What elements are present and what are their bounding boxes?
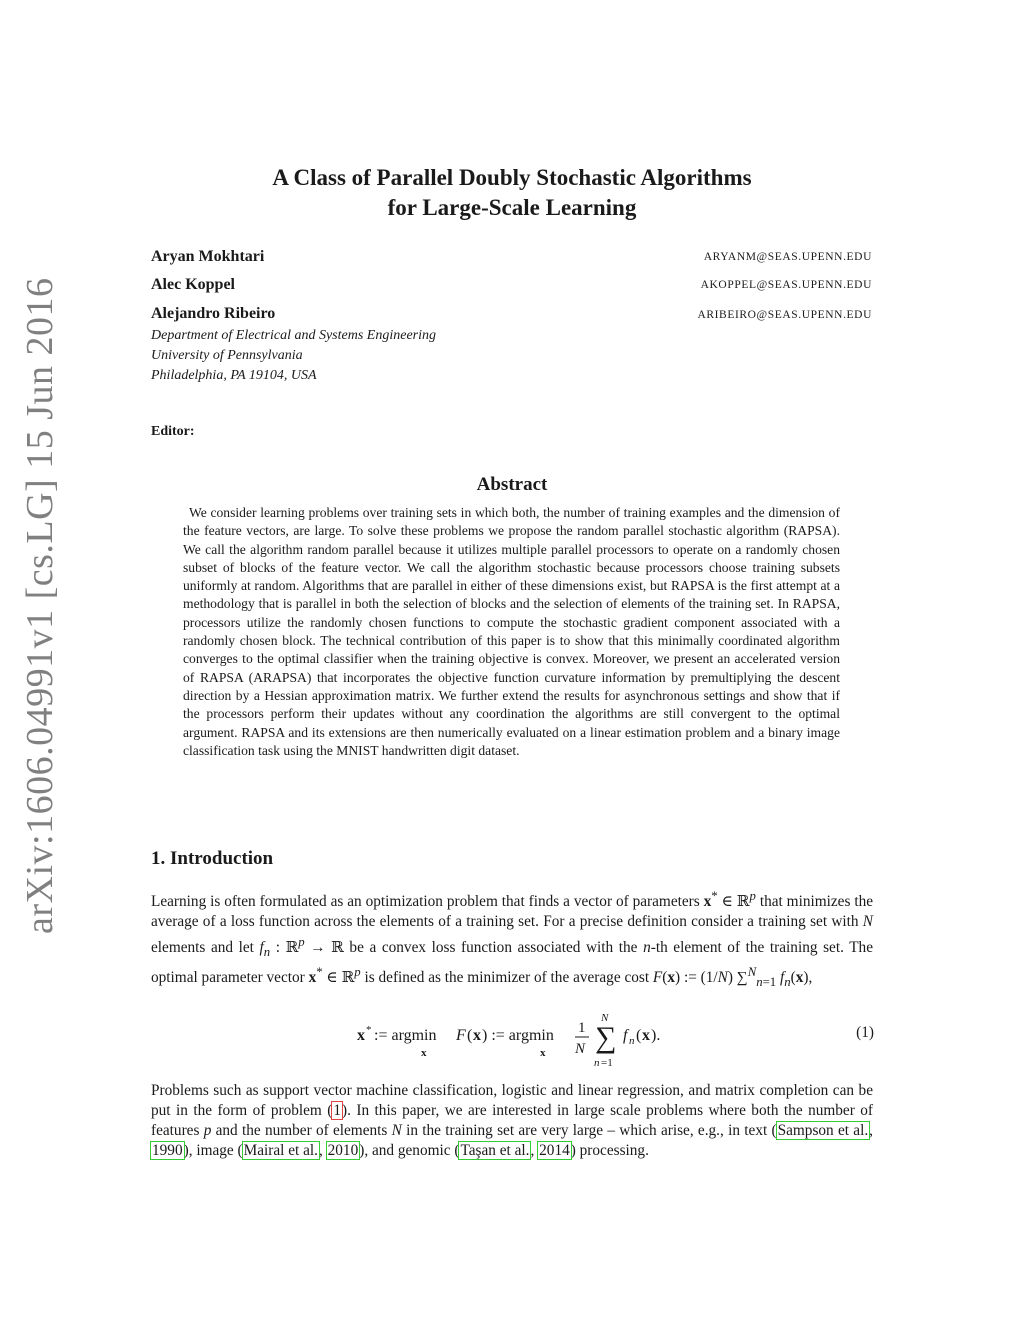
svg-text:x: x [357,1027,365,1044]
svg-text:x: x [473,1027,481,1044]
author-name: Alec Koppel [151,276,235,293]
svg-text:∑: ∑ [595,1021,617,1054]
author-email[interactable]: AKOPPEL@SEAS.UPENN.EDU [700,279,872,291]
svg-text:).: ). [651,1027,661,1044]
equation-reference-link[interactable]: 1 [333,1102,341,1119]
abstract-heading: Abstract [476,474,548,495]
author-email[interactable]: ARIBEIRO@SEAS.UPENN.EDU [697,309,872,321]
svg-text:N: N [601,1012,609,1024]
citation-link[interactable]: Taşan et al. [460,1142,530,1159]
svg-text:n: n [629,1035,635,1047]
svg-text:x: x [421,1047,427,1059]
affiliation-line: Philadelphia, PA 19104, USA [151,368,317,383]
equation-1-graphic [151,1010,873,1068]
affiliation-line: Department of Electrical and Systems Engineering [151,328,436,343]
section-heading: 1. Introduction [151,848,274,869]
intro-paragraph-2: Problems such as support vector machine classification, logistic and linear regression, and matrix completion can be put in the form of problem (1). In this paper, we are interested in large scale problems where both the number of features p and the number of elements N in the training set are very large – which arise, e.g., in text (Sampson et al., 1990), image (Mairal et al., 2010), and genomic (Taşan et al., 2014) processing. [151,1082,873,1159]
paper-title [0,163,1024,223]
svg-text:1: 1 [578,1020,586,1036]
arxiv-side-stamp: arXiv:1606.04991v1 [cs.LG] 15 Jun 2016 [19,277,61,934]
author-name: Alejandro Ribeiro [151,305,276,322]
abstract-text: We consider learning problems over training sets in which both, the number of training examples and the dimension of the feature vectors, are large. To solve these problems we propose the random parallel stochastic algorithm (RAPSA). We call the algorithm random parallel because it utilizes multiple parallel processors to operate on a randomly chosen subset of blocks of the feature vector. We call the algorithm stochastic because processors choose training subsets uniformly at random. Algorithms that are parallel in either of these dimensions exist, but RAPSA is the first attempt at a methodology that is parallel in both the selection of blocks and the selection of elements of the training set. In RAPSA, processors utilize the randomly chosen functions to compute the stochastic gradient component associated with a randomly chosen block. The technical contribution of this paper is to show that this minimally coordinated algorithm converges to the optimal classifier when the training objective is convex. Moreover, we present an accelerated version of RAPSA (ARAPSA) that incorporates the objective function curvature information by premultiplying the descent direction by a Hessian approximation matrix. We further extend the results for asynchronous settings and show that if the processors perform their updates without any coordination the algorithms are still convergent to the optimal argument. RAPSA and its extensions are then numerically evaluated on a linear estimation problem and a binary image classification task using the MNIST handwritten digit dataset. [183,505,840,758]
equation-number: (1) [856,1024,874,1041]
svg-text:n: n [594,1057,600,1068]
citation-year-link[interactable]: 2010 [327,1142,359,1159]
author-email[interactable]: ARYANM@SEAS.UPENN.EDU [703,251,872,263]
svg-text:=1: =1 [601,1057,613,1068]
intro-paragraph-1: Learning is often formulated as an optimization problem that finds a vector of parameters x* ∈ ℝ$^p$ that minimizes the average of a loss function across the elements of a training set. For a precise definition consider a training set with N elements and let $f_n$ : ℝ$^p$ → ℝ be a convex loss function associated with the n-th element of the training set. The optimal parameter vector x* ∈ ℝ$^p$ is defined as the minimizer of the average cost F(x) := (1/N) ∑$^N_{n=1}$ $f_n(x)$, [151,889,874,990]
equation-1 [151,1010,873,1068]
affiliation-line: University of Pennsylvania [151,348,303,363]
svg-text:x: x [540,1047,546,1059]
svg-text:) := argmin: ) := argmin [482,1027,554,1044]
svg-text::= argmin: := argmin [374,1027,437,1044]
svg-text:F: F [456,1027,466,1044]
citation-link[interactable]: Mairal et al. [243,1142,318,1159]
citation-year-link[interactable]: 2014 [539,1142,570,1159]
title-line-2: for Large-Scale Learning [387,195,637,220]
svg-text:(: ( [636,1027,642,1044]
svg-text:N: N [575,1041,586,1057]
citation-year-link[interactable]: 1990 [152,1142,183,1159]
svg-text:*: * [366,1024,372,1036]
author-name: Aryan Mokhtari [151,248,265,265]
affiliation [151,326,436,386]
svg-text:x: x [642,1027,650,1044]
title-line-1: A Class of Parallel Doubly Stochastic Algorithms [272,165,752,190]
editor-label: Editor: [151,424,195,439]
citation-link[interactable]: Sampson et al. [777,1122,869,1139]
svg-text:f: f [623,1027,628,1044]
svg-text:(: ( [467,1027,473,1044]
